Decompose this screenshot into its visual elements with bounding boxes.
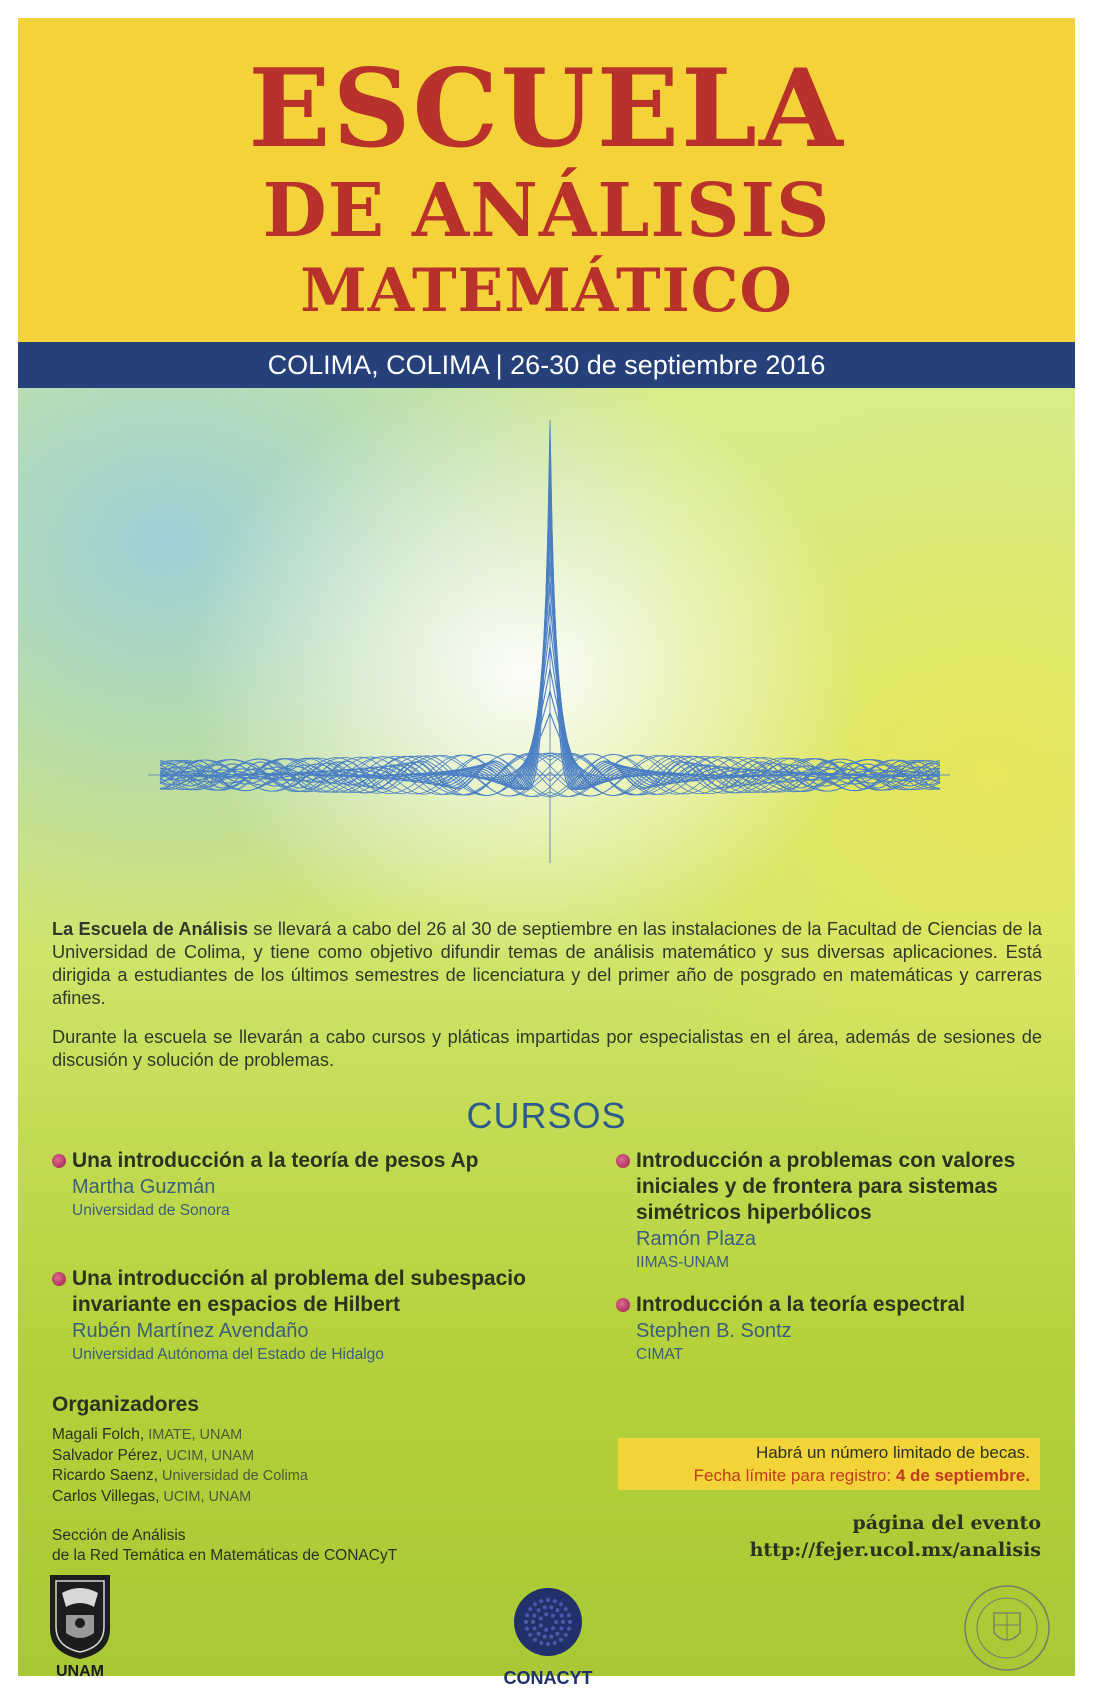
organizer-name: Carlos Villegas,: [52, 1487, 160, 1505]
course-title: Una introducción a la teoría de pesos Ap: [72, 1149, 479, 1172]
conacyt-dot: [567, 1627, 571, 1631]
conacyt-dot: [539, 1624, 543, 1628]
unam-shield-icon: [48, 1573, 112, 1661]
organizers-list: [52, 1425, 552, 1507]
conacyt-dot: [543, 1635, 547, 1639]
course-title: Una introducción al problema del subespacio invariante en espacios de Hilbert: [72, 1267, 526, 1316]
conacyt-dot: [555, 1608, 559, 1612]
course-institution: IIMAS-UNAM: [636, 1254, 729, 1271]
damped-oscillation-figure: [18, 388, 1075, 888]
conacyt-dot: [549, 1635, 553, 1639]
organizer-row: [52, 1466, 552, 1487]
organizer-affiliation: UCIM, UNAM: [162, 1447, 255, 1464]
courses-heading: CURSOS: [466, 1095, 627, 1136]
course-item: [52, 1148, 552, 1222]
course-title: Introducción a problemas con valores iniciales y de frontera para sistemas simétricos hiperbólicos: [636, 1149, 1016, 1224]
course-instructor: Rubén Martínez Avendaño: [72, 1320, 309, 1342]
deadline-date: 4 de septiembre.: [895, 1466, 1030, 1485]
course-instructor: Ramón Plaza: [636, 1228, 757, 1250]
conacyt-dot: [533, 1627, 537, 1631]
unam-logo: [48, 1573, 138, 1685]
seccion-line-2: de la Red Temática en Matemáticas de CONACyT: [52, 1547, 398, 1564]
date-location-bar: COLIMA, COLIMA | 26-30 de septiembre 2016: [18, 342, 1075, 388]
conacyt-dot: [524, 1620, 528, 1624]
intro-school-name: La Escuela de Análisis: [52, 919, 249, 939]
title-line-1: ESCUELA: [248, 46, 845, 172]
conacyt-dot: [539, 1641, 543, 1645]
organizer-affiliation: UCIM, UNAM: [159, 1488, 252, 1505]
scholarship-text: Habrá un número limitado de becas.: [755, 1443, 1030, 1462]
conacyt-dot: [568, 1620, 572, 1624]
conacyt-dot: [537, 1608, 541, 1612]
deadline-label: Fecha límite para registro:: [693, 1466, 896, 1485]
course-title: Introducción a la teoría espectral: [636, 1293, 966, 1316]
conacyt-dot: [525, 1613, 529, 1617]
conacyt-dot: [539, 1599, 543, 1603]
conacyt-dot: [543, 1605, 547, 1609]
conacyt-dot: [539, 1617, 543, 1621]
conacyt-dot: [544, 1612, 548, 1616]
organizer-name: Magali Folch,: [52, 1426, 145, 1443]
seccion-analisis: [52, 1526, 397, 1566]
event-url-link[interactable]: http://fejer.ucol.mx/analisis: [749, 1539, 1041, 1561]
title-line-2: DE ANÁLISIS: [262, 168, 831, 254]
course-item: [52, 1266, 552, 1366]
course-instructor: Stephen B. Sontz: [636, 1320, 792, 1342]
course-item: [616, 1148, 1036, 1274]
conacyt-dot: [561, 1620, 565, 1624]
conacyt-dot: [555, 1632, 559, 1636]
conacyt-dot: [553, 1641, 557, 1645]
title-line-3: MATEMÁTICO: [300, 256, 793, 326]
organizer-name: Salvador Pérez,: [52, 1446, 163, 1464]
organizer-affiliation: Universidad de Colima: [157, 1468, 308, 1484]
conacyt-dot: [544, 1628, 548, 1632]
conacyt-dot: [564, 1607, 568, 1611]
conacyt-dot: [533, 1602, 537, 1606]
ucol-logo: [962, 1583, 1052, 1673]
event-page-label: página del evento: [852, 1512, 1041, 1534]
conacyt-dot: [528, 1607, 532, 1611]
intro-paragraph-1: [52, 918, 1042, 1010]
conacyt-dot: [533, 1614, 537, 1618]
bullet-icon: [616, 1154, 630, 1168]
main-content: [18, 388, 1075, 1688]
conacyt-dot: [559, 1602, 563, 1606]
conacyt-dot: [533, 1638, 537, 1642]
registration-deadline: [618, 1464, 1030, 1487]
conacyt-label: CONACYT: [503, 1668, 593, 1688]
conacyt-dot: [546, 1642, 550, 1646]
bullet-icon: [52, 1154, 66, 1168]
organizer-row: [52, 1487, 552, 1508]
seccion-line-1: Sección de Análisis: [52, 1527, 186, 1544]
conacyt-emblem-icon: [493, 1578, 603, 1666]
conacyt-logo: [493, 1578, 603, 1688]
conacyt-dot: [560, 1627, 564, 1631]
conacyt-dot: [551, 1614, 555, 1618]
conacyt-dot: [567, 1613, 571, 1617]
conacyt-dot: [551, 1626, 555, 1630]
conacyt-dot: [531, 1620, 535, 1624]
bullet-icon: [616, 1298, 630, 1312]
conacyt-dot: [559, 1638, 563, 1642]
conacyt-dot: [560, 1614, 564, 1618]
course-item: [616, 1292, 1036, 1366]
course-institution: Universidad Autónoma del Estado de Hidalgo: [72, 1346, 384, 1363]
course-institution: CIMAT: [636, 1346, 684, 1363]
conacyt-dot: [564, 1633, 568, 1637]
organizer-affiliation: IMATE, UNAM: [144, 1427, 243, 1443]
organizers-heading: Organizadores: [52, 1393, 200, 1416]
intro-paragraph-1-text: se llevará a cabo del 26 al 30 de septiembre en las instalaciones de la Facultad de Ciencias de la Universidad de Colima, y tiene como objetivo difundir temas de análisis matemático y sus diversas aplicaciones. Está dirigida a estudiantes de los últimos semestres de licenciatura y del primer año de posgrado en matemáticas y carreras afines.: [52, 919, 1043, 1008]
organizer-row: [52, 1446, 552, 1467]
organizer-row: [52, 1425, 552, 1446]
event-page: [750, 1510, 1041, 1564]
title-band: [18, 18, 1075, 342]
conacyt-dot: [546, 1598, 550, 1602]
conacyt-dot: [554, 1620, 558, 1624]
conacyt-dot: [525, 1627, 529, 1631]
course-instructor: Martha Guzmán: [72, 1176, 216, 1198]
poster: [18, 18, 1075, 1688]
course-institution: Universidad de Sonora: [72, 1202, 230, 1219]
scholarship-notice: [618, 1438, 1040, 1490]
bullet-icon: [52, 1272, 66, 1286]
universidad-de-colima-seal-icon: [962, 1583, 1052, 1673]
intro-paragraph-2: Durante la escuela se llevarán a cabo cursos y pláticas impartidas por especialistas en el área, además de sesiones de discusión y solución de problemas.: [52, 1027, 1042, 1070]
conacyt-dot: [553, 1599, 557, 1603]
conacyt-dot: [537, 1632, 541, 1636]
unam-label: UNAM: [56, 1663, 104, 1680]
organizer-name: Ricardo Saenz,: [52, 1467, 158, 1484]
conacyt-dot: [549, 1605, 553, 1609]
conacyt-dot: [528, 1633, 532, 1637]
